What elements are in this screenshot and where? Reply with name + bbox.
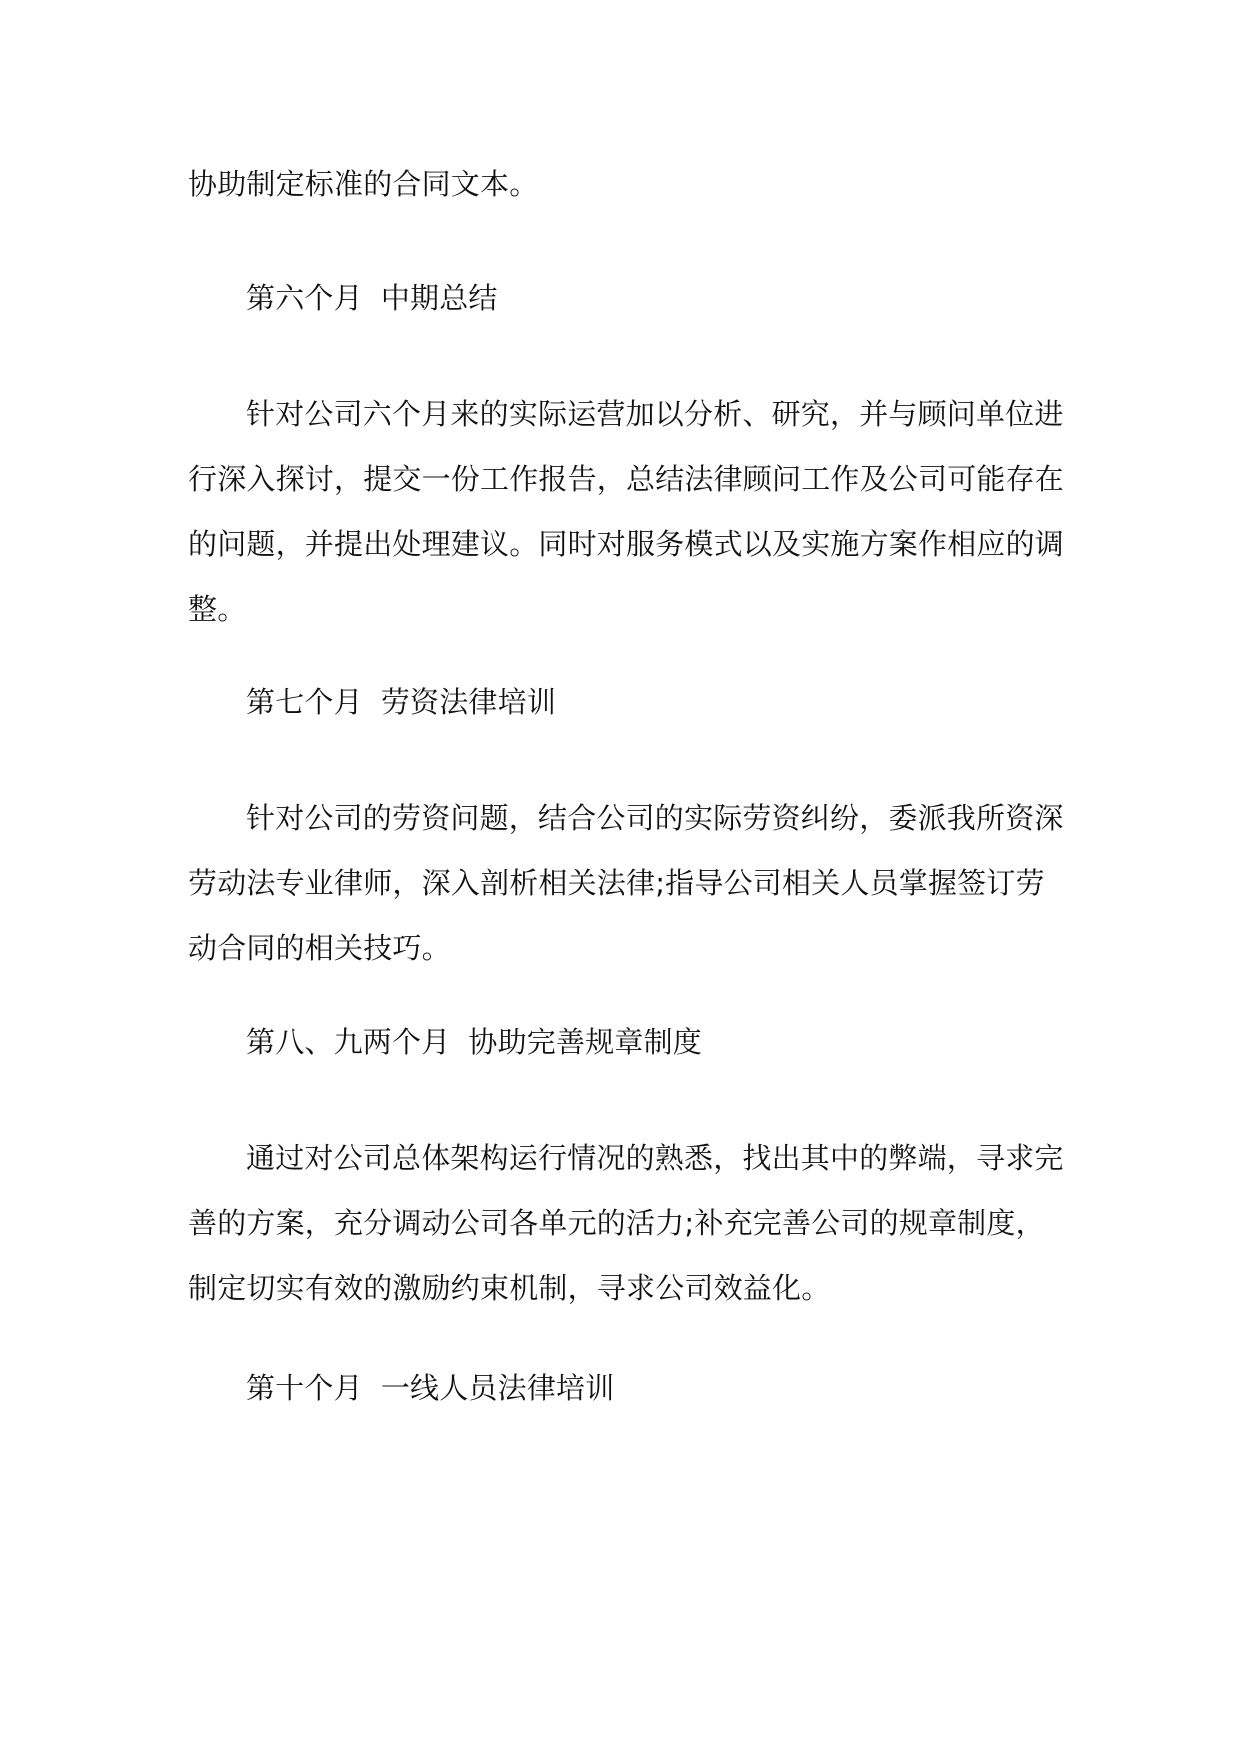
paragraph-line: 劳动法专业律师，深入剖析相关法律;指导公司相关人员掌握签订劳 bbox=[188, 866, 1045, 900]
section-heading-month-10 bbox=[188, 1356, 1068, 1421]
section-heading-month-8-9 bbox=[188, 1010, 1068, 1075]
section-heading-month-7 bbox=[188, 670, 1068, 735]
heading-month: 第八、九两个月 bbox=[246, 1025, 451, 1059]
heading-month: 第七个月 bbox=[246, 685, 363, 719]
heading-title: 一线人员法律培训 bbox=[380, 1371, 615, 1405]
paragraph-line: 针对公司六个月来的实际运营加以分析、研究，并与顾问单位进 bbox=[246, 397, 1064, 431]
paragraph-line: 善的方案，充分调动公司各单元的活力;补充完善公司的规章制度， bbox=[188, 1206, 1045, 1240]
paragraph-line: 制定切实有效的激励约束机制，寻求公司效益化。 bbox=[188, 1271, 831, 1305]
heading-title: 协助完善规章制度 bbox=[468, 1025, 703, 1059]
paragraph-line: 针对公司的劳资问题，结合公司的实际劳资纠纷，委派我所资深 bbox=[246, 801, 1064, 835]
paragraph-month-7 bbox=[188, 786, 1068, 981]
paragraph-line: 通过对公司总体架构运行情况的熟悉，找出其中的弊端，寻求完 bbox=[246, 1141, 1064, 1175]
heading-month: 第十个月 bbox=[246, 1371, 363, 1405]
section-heading-month-6 bbox=[188, 266, 1068, 331]
paragraph-line: 行深入探讨，提交一份工作报告，总结法律顾问工作及公司可能存在 bbox=[188, 462, 1065, 496]
heading-month: 第六个月 bbox=[246, 281, 363, 315]
paragraph-line: 整。 bbox=[188, 592, 247, 626]
paragraph-line: 动合同的相关技巧。 bbox=[188, 931, 451, 965]
paragraph-line: 协助制定标准的合同文本。 bbox=[188, 167, 539, 201]
paragraph-line: 的问题，并提出处理建议。同时对服务模式以及实施方案作相应的调 bbox=[188, 527, 1065, 561]
paragraph-month-6 bbox=[188, 382, 1068, 642]
heading-title: 中期总结 bbox=[380, 281, 498, 315]
heading-title: 劳资法律培训 bbox=[380, 685, 557, 719]
paragraph-month-8-9 bbox=[188, 1126, 1068, 1321]
paragraph-contract-text bbox=[188, 152, 1068, 217]
